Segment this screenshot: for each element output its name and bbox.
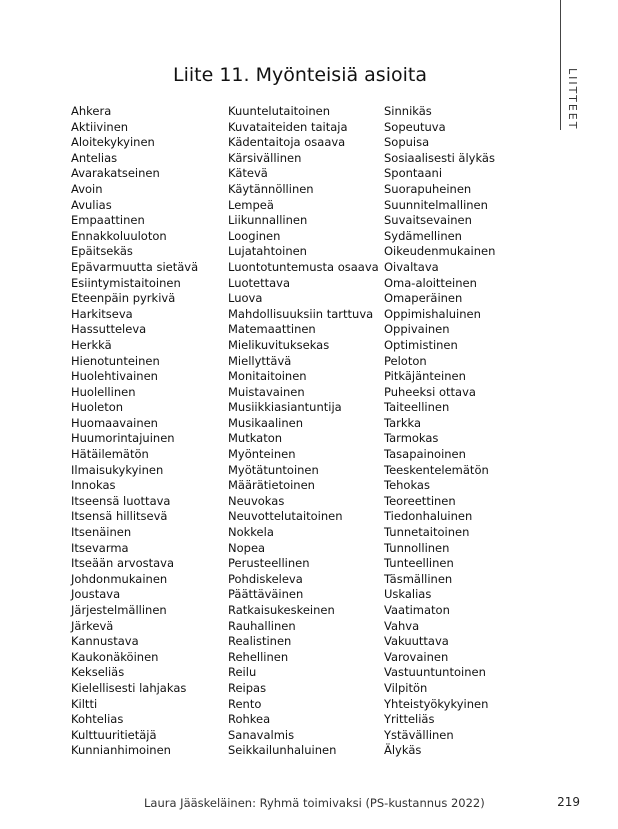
list-item: Tarmokas xyxy=(384,431,439,446)
list-item: Teeskentelemätön xyxy=(384,462,489,477)
list-item: Itseensä luottava xyxy=(71,493,171,508)
list-item: Kuuntelutaitoinen xyxy=(228,104,331,118)
list-item: Kärsivällinen xyxy=(228,150,302,165)
list-item: Esiintymistaitoinen xyxy=(71,275,181,290)
list-item: Varovainen xyxy=(384,649,449,664)
list-item: Kunnianhimoinen xyxy=(71,743,171,758)
list-item: Nokkela xyxy=(228,525,274,540)
list-item: Järkevä xyxy=(71,618,114,633)
list-item: Oikeudenmukainen xyxy=(384,244,496,259)
list-item: Harkitseva xyxy=(71,306,133,321)
word-column-3 xyxy=(384,104,495,759)
list-item: Omaperäinen xyxy=(384,291,463,306)
list-item: Sopuisa xyxy=(384,135,430,150)
list-item: Tunnetaitoinen xyxy=(384,525,470,540)
list-item: Avulias xyxy=(71,197,112,212)
list-item: Oivaltava xyxy=(384,259,439,274)
list-item: Epäitsekäs xyxy=(71,244,133,259)
list-item: Kädentaitoja osaava xyxy=(228,135,346,150)
list-item: Kaukonäköinen xyxy=(71,649,159,664)
list-item: Kohtelias xyxy=(71,712,124,727)
list-item: Huolehtivainen xyxy=(71,369,158,384)
list-item: Sopeutuva xyxy=(384,119,446,134)
list-item: Taiteellinen xyxy=(384,400,450,415)
list-item: Kiltti xyxy=(71,696,98,711)
list-item: Sanavalmis xyxy=(228,727,295,742)
list-item: Perusteellinen xyxy=(228,556,310,571)
list-item: Myönteinen xyxy=(228,447,296,462)
list-item: Kuvataiteiden taitaja xyxy=(228,119,348,134)
list-item: Empaattinen xyxy=(71,213,145,228)
list-item: Rento xyxy=(228,696,262,711)
list-item: Tunnollinen xyxy=(384,540,450,555)
list-item: Optimistinen xyxy=(384,337,458,352)
list-item: Rauhallinen xyxy=(228,618,296,633)
list-item: Seikkailunhaluinen xyxy=(228,743,337,758)
page-title: Liite 11. Myönteisiä asioita xyxy=(173,64,427,86)
list-item: Myötätuntoinen xyxy=(228,462,319,477)
list-item: Täsmällinen xyxy=(384,571,453,586)
list-item: Huumorintajuinen xyxy=(71,431,175,446)
list-item: Neuvokas xyxy=(228,493,285,508)
list-item: Suunnitelmallinen xyxy=(384,197,488,212)
list-item: Tiedonhaluinen xyxy=(384,509,473,524)
list-item: Tehokas xyxy=(384,478,430,493)
list-item: Mutkaton xyxy=(228,431,283,446)
list-item: Uskalias xyxy=(384,587,432,602)
list-item: Looginen xyxy=(228,228,281,243)
list-item: Itsenäinen xyxy=(71,525,132,540)
list-item: Monitaitoinen xyxy=(228,369,307,384)
list-item: Vahva xyxy=(384,618,420,633)
list-item: Suvaitsevainen xyxy=(384,213,472,228)
list-item: Liikunnallinen xyxy=(228,213,308,228)
list-item: Luontotuntemusta osaava xyxy=(228,259,379,274)
list-item: Tasapainoinen xyxy=(384,447,466,462)
list-item: Avoin xyxy=(71,181,103,196)
list-item: Reilu xyxy=(228,665,257,680)
list-item: Johdonmukainen xyxy=(71,571,168,586)
list-item: Musiikkiasiantuntija xyxy=(228,400,342,415)
list-item: Teoreettinen xyxy=(384,493,456,508)
list-item: Ennakkoluuloton xyxy=(71,228,167,243)
list-item: Lempeä xyxy=(228,197,274,212)
list-item: Mielikuvituksekas xyxy=(228,337,330,352)
list-item: Ahkera xyxy=(71,104,112,118)
list-item: Yhteistyökykyinen xyxy=(384,696,489,711)
list-item: Kannustava xyxy=(71,634,139,649)
list-item: Oppivainen xyxy=(384,322,450,337)
list-item: Innokas xyxy=(71,478,116,493)
list-item: Sinnikäs xyxy=(384,104,432,118)
list-item: Älykäs xyxy=(384,743,422,758)
list-item: Tarkka xyxy=(384,415,422,430)
list-item: Vastuuntuntoinen xyxy=(384,665,486,680)
list-item: Eteenpäin pyrkivä xyxy=(71,291,176,306)
list-item: Muistavainen xyxy=(228,384,305,399)
list-item: Avarakatseinen xyxy=(71,166,160,181)
list-item: Neuvottelutaitoinen xyxy=(228,509,343,524)
list-item: Epävarmuutta sietävä xyxy=(71,259,199,274)
list-item: Aloitekykyinen xyxy=(71,135,155,150)
list-item: Herkkä xyxy=(71,337,112,352)
list-item: Pohdiskeleva xyxy=(228,571,303,586)
list-item: Pitkäjänteinen xyxy=(384,369,466,384)
list-item: Luova xyxy=(228,291,263,306)
list-item: Päättäväinen xyxy=(228,587,304,602)
list-item: Käytännöllinen xyxy=(228,181,314,196)
list-item: Reipas xyxy=(228,680,267,695)
list-item: Matemaattinen xyxy=(228,322,316,337)
list-item: Peloton xyxy=(384,353,427,368)
list-item: Rohkea xyxy=(228,712,271,727)
list-item: Sosiaalisesti älykäs xyxy=(384,150,495,165)
list-item: Itsensä hillitsevä xyxy=(71,509,168,524)
list-item: Vaatimaton xyxy=(384,603,450,617)
list-item: Määrätietoinen xyxy=(228,478,315,493)
list-item: Musikaalinen xyxy=(228,415,303,430)
footer-citation: Laura Jääskeläinen: Ryhmä toimivaksi (PS-kustannus 2022) xyxy=(144,796,485,810)
list-item: Kulttuuritietäjä xyxy=(71,727,157,742)
list-item: Vakuuttava xyxy=(384,634,449,649)
list-item: Sydämellinen xyxy=(384,228,462,243)
list-item: Huoleton xyxy=(71,400,124,415)
list-item: Suorapuheinen xyxy=(384,181,472,196)
list-item: Lujatahtoinen xyxy=(228,244,307,259)
list-item: Aktiivinen xyxy=(71,119,129,134)
list-item: Tunteellinen xyxy=(384,556,454,571)
list-item: Kielellisesti lahjakas xyxy=(71,680,187,695)
page-number: 219 xyxy=(557,795,580,809)
list-item: Kekseliäs xyxy=(71,665,125,680)
list-item: Ilmaisukykyinen xyxy=(71,462,164,477)
word-column-1 xyxy=(71,104,198,759)
list-item: Mahdollisuuksiin tarttuva xyxy=(228,306,374,321)
list-item: Spontaani xyxy=(384,166,443,181)
word-column-2 xyxy=(228,104,379,759)
list-item: Hätäilemätön xyxy=(71,447,149,462)
list-item: Hassutteleva xyxy=(71,322,147,337)
list-item: Kätevä xyxy=(228,166,268,181)
list-item: Järjestelmällinen xyxy=(71,603,167,617)
list-item: Nopea xyxy=(228,540,266,555)
list-item: Vilpitön xyxy=(384,680,428,695)
list-item: Yritteliäs xyxy=(384,712,435,727)
list-item: Oppimishaluinen xyxy=(384,306,481,321)
list-item: Ratkaisukeskeinen xyxy=(228,603,335,617)
list-item: Ystävällinen xyxy=(384,727,454,742)
list-item: Huomaavainen xyxy=(71,415,158,430)
list-item: Joustava xyxy=(71,587,121,602)
list-item: Puheeksi ottava xyxy=(384,384,476,399)
list-item: Itseään arvostava xyxy=(71,556,175,571)
list-item: Luotettava xyxy=(228,275,291,290)
list-item: Rehellinen xyxy=(228,649,289,664)
list-item: Itsevarma xyxy=(71,540,129,555)
list-item: Realistinen xyxy=(228,634,292,649)
list-item: Huolellinen xyxy=(71,384,136,399)
list-item: Hienotunteinen xyxy=(71,353,160,368)
list-item: Oma-aloitteinen xyxy=(384,275,477,290)
list-item: Antelias xyxy=(71,150,118,165)
section-side-label: LIITTEET xyxy=(566,68,579,131)
list-item: Miellyttävä xyxy=(228,353,292,368)
